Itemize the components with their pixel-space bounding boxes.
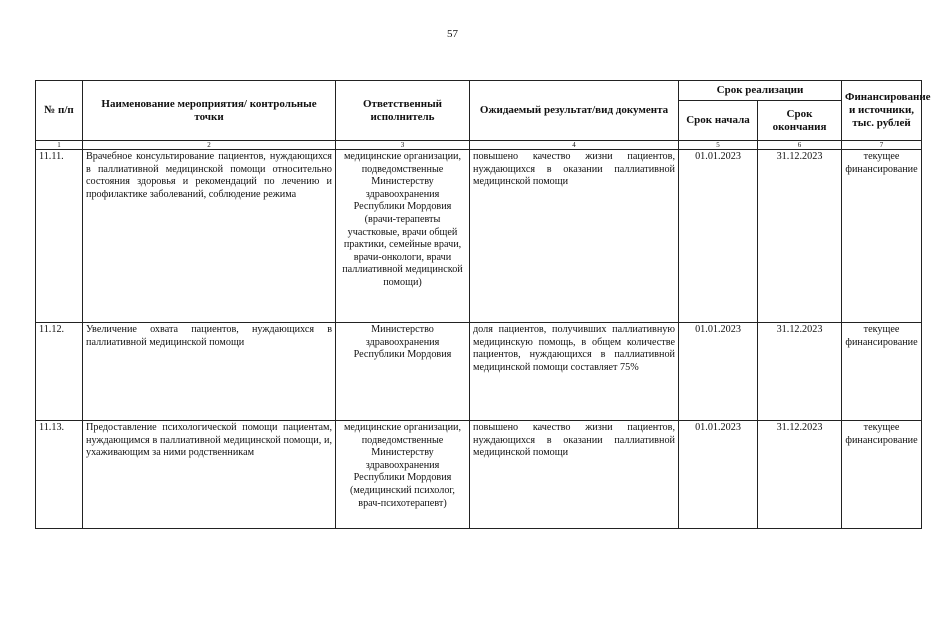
- header-row: [36, 81, 922, 101]
- header-start: Срок начала: [679, 101, 758, 141]
- header-result: Ожидаемый результат/вид документа: [470, 81, 679, 141]
- table-row: [36, 421, 922, 529]
- column-number: 3: [336, 141, 470, 150]
- expected-result: доля пациентов, получивших паллиативную медицинскую помощь, в общем количестве пациентов, нуждающихся в паллиативной медицинской помощи составляет 75%: [470, 323, 679, 421]
- end-date: 31.12.2023: [758, 421, 842, 529]
- header-end: Срок окончания: [758, 101, 842, 141]
- column-number: 5: [679, 141, 758, 150]
- expected-result: повышено качество жизни пациентов, нуждающихся в оказании паллиативной медицинской помощи: [470, 421, 679, 529]
- end-date: 31.12.2023: [758, 323, 842, 421]
- start-date: 01.01.2023: [679, 421, 758, 529]
- activity-name: Предоставление психологической помощи пациентам, нуждающимся в паллиативной медицинской помощи, и, ухаживающим за ними родственникам: [83, 421, 336, 529]
- row-number: 11.12.: [36, 323, 83, 421]
- expected-result: повышено качество жизни пациентов, нуждающихся в оказании паллиативной медицинской помощи: [470, 150, 679, 323]
- plan-table: [35, 80, 931, 529]
- column-numbers-row: [36, 141, 922, 150]
- row-number: 11.11.: [36, 150, 83, 323]
- executor: медицинские организации, подведомственные Министерству здравоохранения Республики Мордовия (медицинский психолог, врач-психотерапевт): [336, 421, 470, 529]
- activity-name: Увеличение охвата пациентов, нуждающихся в паллиативной медицинской помощи: [83, 323, 336, 421]
- start-date: 01.01.2023: [679, 323, 758, 421]
- header-num: № п/п: [36, 81, 83, 141]
- financing: текущее финансирование: [842, 421, 922, 529]
- header-executor: Ответственный исполнитель: [336, 81, 470, 141]
- column-number: 1: [36, 141, 83, 150]
- column-number: 2: [83, 141, 336, 150]
- financing: текущее финансирование: [842, 150, 922, 323]
- activity-name: Врачебное консультирование пациентов, нуждающихся в паллиативной медицинской помощи относительно состояния здоровья и рекомендаций по лечению и профилактике заболеваний, соблюдение режима: [83, 150, 336, 323]
- column-number: 4: [470, 141, 679, 150]
- column-number: 6: [758, 141, 842, 150]
- executor: Министерство здравоохранения Республики Мордовия: [336, 323, 470, 421]
- header-financing: Финансирование и источники, тыс. рублей: [842, 81, 922, 141]
- page-number: 57: [447, 28, 458, 40]
- column-number: 7: [842, 141, 922, 150]
- table-row: [36, 150, 922, 323]
- table-row: [36, 323, 922, 421]
- header-period: Срок реализации: [679, 81, 842, 101]
- end-date: 31.12.2023: [758, 150, 842, 323]
- header-name: Наименование мероприятия/ контрольные точки: [83, 81, 336, 141]
- row-number: 11.13.: [36, 421, 83, 529]
- executor: медицинские организации, подведомственные Министерству здравоохранения Республики Мордовия (врачи-терапевты участковые, врачи общей практики, семейные врачи, врачи-онкологи, врачи паллиативной медицинской помощи): [336, 150, 470, 323]
- financing: текущее финансирование: [842, 323, 922, 421]
- start-date: 01.01.2023: [679, 150, 758, 323]
